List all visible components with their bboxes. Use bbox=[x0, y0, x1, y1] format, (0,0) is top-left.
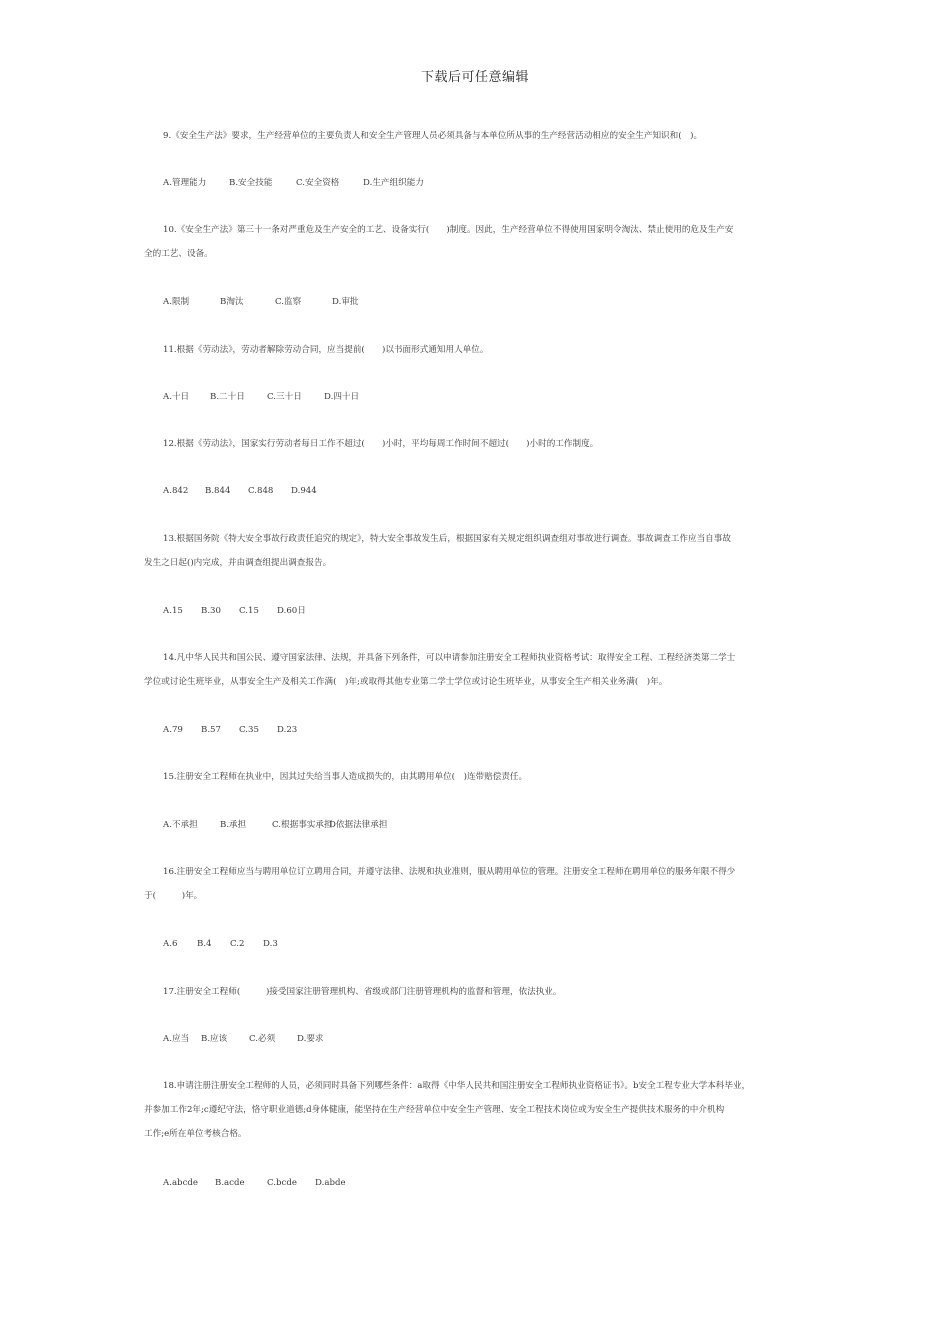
option-a: A.6 bbox=[163, 939, 178, 949]
option-a: A.abcde bbox=[163, 1178, 198, 1188]
option-b: B淘汰 bbox=[220, 297, 244, 307]
option-b: B.57 bbox=[201, 725, 221, 735]
option-c: C.2 bbox=[230, 939, 245, 949]
option-d: D.23 bbox=[277, 725, 298, 735]
question-5-text-line: 13.根据国务院《特大安全事故行政责任追究的规定》，特大安全事故发生后，根据国家有关规定组织调查组对事故进行调查。事故调查工作应当自事故 bbox=[163, 534, 731, 544]
question-7-options bbox=[144, 819, 823, 831]
question-6-options bbox=[144, 724, 823, 736]
option-c: C.根据事实承担 bbox=[272, 820, 333, 830]
option-c: C.35 bbox=[239, 725, 259, 735]
option-b: B.安全技能 bbox=[229, 178, 273, 188]
option-d: D.审批 bbox=[332, 297, 359, 307]
option-d: D.四十日 bbox=[324, 392, 360, 402]
option-d: D.60日 bbox=[277, 606, 306, 616]
option-d: D依据法律承担 bbox=[329, 820, 388, 830]
question-6-text-line: 14.凡中华人民共和国公民、遵守国家法律、法规，并具备下列条件，可以申请参加注册安全工程师执业资格考试：取得安全工程、工程经济类第二学士 bbox=[163, 653, 736, 663]
question-2-text-line: 全的工艺、设备。 bbox=[144, 249, 213, 259]
option-a: A.应当 bbox=[163, 1034, 190, 1044]
question-8-text-line: 于( )年。 bbox=[144, 891, 203, 901]
option-a: A.79 bbox=[163, 725, 183, 735]
question-9-options bbox=[144, 1033, 823, 1045]
question-2-text-line: 10.《安全生产法》第三十一条对严重危及生产安全的工艺、设备实行( )制度。因此，生产经营单位不得使用国家明令淘汰、禁止使用的危及生产安 bbox=[163, 225, 734, 235]
question-1-text-line: 9.《安全生产法》要求，生产经营单位的主要负责人和安全生产管理人员必须具备与本单位所从事的生产经营活动相应的安全生产知识和( )。 bbox=[163, 131, 703, 141]
question-8-options bbox=[144, 938, 823, 950]
option-a: A.不承担 bbox=[163, 820, 198, 830]
option-d: D.944 bbox=[291, 486, 317, 496]
option-b: B.4 bbox=[197, 939, 212, 949]
option-d: D.3 bbox=[263, 939, 278, 949]
question-4-options bbox=[144, 485, 823, 497]
option-c: C.必须 bbox=[249, 1034, 276, 1044]
question-7-text-line: 15.注册安全工程师在执业中，因其过失给当事人造成损失的，由其聘用单位( )连带赔偿责任。 bbox=[163, 772, 528, 782]
question-2-options bbox=[144, 296, 823, 308]
option-a: A.十日 bbox=[163, 392, 190, 402]
option-b: B.acde bbox=[215, 1178, 245, 1188]
option-d: D.要求 bbox=[297, 1034, 324, 1044]
question-10-text-line: 18.申请注册注册安全工程师的人员，必须同时具备下列哪些条件：a取得《中华人民共和国注册安全工程师执业资格证书》。b安全工程专业大学本科毕业， bbox=[163, 1081, 751, 1091]
option-a: A.管理能力 bbox=[163, 178, 207, 188]
question-3-text-line: 11.根据《劳动法》，劳动者解除劳动合同，应当提前( )以书面形式通知用人单位。 bbox=[163, 345, 489, 355]
question-9-text-line: 17.注册安全工程师( )接受国家注册管理机构、省级或部门注册管理机构的监督和管理，依法执业。 bbox=[163, 987, 562, 997]
question-10-text-line: 并参加工作2年;c遵纪守法，恪守职业道德;d身体健康，能坚持在生产经营单位中安全生产管理、安全工程技术岗位或为安全生产提供技术服务的中介机构 bbox=[144, 1105, 725, 1115]
question-1-options bbox=[144, 177, 823, 189]
option-a: A.15 bbox=[163, 606, 183, 616]
question-10-text-line: 工作;e所在单位考核合格。 bbox=[144, 1129, 247, 1139]
option-b: B.844 bbox=[205, 486, 231, 496]
question-10-options bbox=[144, 1177, 823, 1189]
option-c: C.848 bbox=[248, 486, 274, 496]
question-5-text-line: 发生之日起()内完成，并由调查组提出调查报告。 bbox=[144, 558, 332, 568]
option-a: A.842 bbox=[163, 486, 189, 496]
option-c: C.三十日 bbox=[267, 392, 302, 402]
option-d: D.生产组织能力 bbox=[363, 178, 424, 188]
option-d: D.abde bbox=[315, 1178, 346, 1188]
question-8-text-line: 16.注册安全工程师应当与聘用单位订立聘用合同，并遵守法律、法规和执业准则，服从聘用单位的管理。注册安全工程师在聘用单位的服务年限不得少 bbox=[163, 867, 736, 877]
option-a: A.限制 bbox=[163, 297, 190, 307]
option-c: C.安全资格 bbox=[296, 178, 340, 188]
option-b: B.应该 bbox=[201, 1034, 228, 1044]
option-c: C.bcde bbox=[267, 1178, 297, 1188]
question-4-text-line: 12.根据《劳动法》，国家实行劳动者每日工作不超过( )小时，平均每周工作时间不超过( )小时的工作制度。 bbox=[163, 439, 599, 449]
option-b: B.承担 bbox=[220, 820, 247, 830]
question-6-text-line: 学位或讨论生班毕业，从事安全生产及相关工作满( )年;或取得其他专业第二学士学位或讨论生班毕业，从事安全生产相关业务满( )年。 bbox=[144, 677, 668, 687]
option-c: C.监察 bbox=[275, 297, 302, 307]
option-b: B.30 bbox=[201, 606, 221, 616]
question-5-options bbox=[144, 605, 823, 617]
option-b: B.二十日 bbox=[210, 392, 245, 402]
page-header: 下载后可任意编辑 bbox=[420, 70, 529, 85]
option-c: C.15 bbox=[239, 606, 259, 616]
question-3-options bbox=[144, 391, 823, 403]
